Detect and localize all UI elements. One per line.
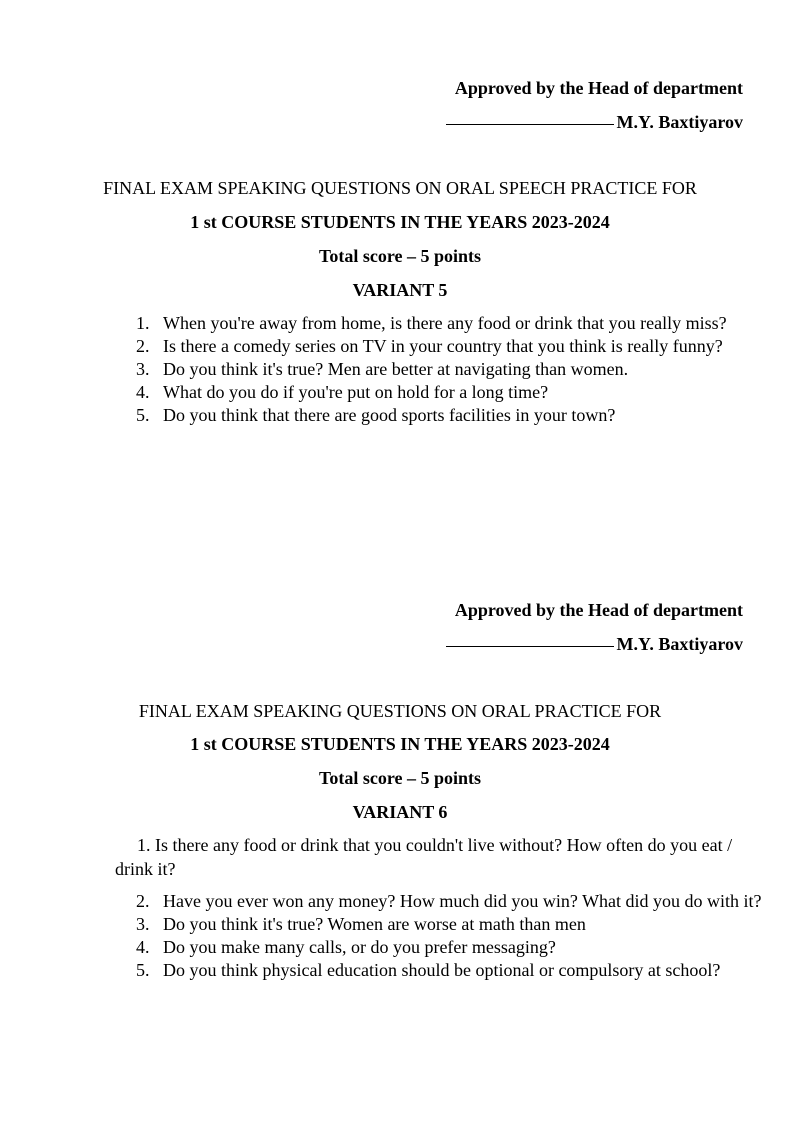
- signature-line: [446, 110, 743, 134]
- question-number: 5.: [136, 405, 150, 425]
- question-number: 5.: [136, 960, 150, 980]
- question-text: When you're away from home, is there any food or drink that you really miss?: [163, 313, 727, 333]
- question-number: 4.: [136, 937, 150, 957]
- question-text: Have you ever won any money? How much did you win? What did you do with it?: [163, 891, 762, 911]
- question-number: 1.: [136, 313, 150, 333]
- total-score: Total score – 5 points: [318, 768, 482, 788]
- question-text: Do you make many calls, or do you prefer messaging?: [163, 937, 556, 957]
- signature-blank: [446, 646, 614, 647]
- signer-name: M.Y. Baxtiyarov: [616, 112, 743, 132]
- exam-heading-line1: FINAL EXAM SPEAKING QUESTIONS ON ORAL PRACTICE FOR: [138, 701, 662, 721]
- question-text: What do you do if you're put on hold for a long time?: [163, 382, 549, 402]
- question-number: 2.: [136, 336, 150, 356]
- signature-blank: [446, 124, 614, 125]
- question-list: [115, 312, 800, 427]
- question-item: [136, 890, 800, 913]
- question-item: [136, 312, 800, 335]
- question-text: Do you think it's true? Men are better at navigating than women.: [163, 359, 629, 379]
- question-item: [136, 358, 800, 381]
- approval-title: Approved by the Head of department: [454, 600, 743, 620]
- signer-name: M.Y. Baxtiyarov: [616, 634, 743, 654]
- question-item: [136, 404, 800, 427]
- question-number: 3.: [136, 914, 150, 934]
- question-text: Do you think it's true? Women are worse at math than men: [163, 914, 586, 934]
- question-text: Do you think physical education should be optional or compulsory at school?: [163, 960, 721, 980]
- question-1-paragraph: 1. Is there any food or drink that you couldn't live without? How often do you eat / drink it?: [115, 835, 733, 879]
- exam-heading-line2: 1 st COURSE STUDENTS IN THE YEARS 2023-2024: [190, 212, 610, 232]
- variant-label: VARIANT 6: [352, 802, 448, 822]
- total-score: Total score – 5 points: [318, 246, 482, 266]
- question-item: [136, 335, 800, 358]
- question-number: 4.: [136, 382, 150, 402]
- question-text: Do you think that there are good sports facilities in your town?: [163, 405, 616, 425]
- variant-label: VARIANT 5: [352, 280, 448, 300]
- question-item: [136, 936, 800, 959]
- question-item: [136, 959, 800, 982]
- question-item: [136, 913, 800, 936]
- approval-title: Approved by the Head of department: [454, 78, 743, 98]
- question-number: 3.: [136, 359, 150, 379]
- question-item: [136, 381, 800, 404]
- question-number: 2.: [136, 891, 150, 911]
- exam-heading-line1: FINAL EXAM SPEAKING QUESTIONS ON ORAL SPEECH PRACTICE FOR: [103, 178, 697, 198]
- exam-heading-line2: 1 st COURSE STUDENTS IN THE YEARS 2023-2024: [190, 734, 610, 754]
- question-text: Is there a comedy series on TV in your country that you think is really funny?: [163, 336, 723, 356]
- question-list: [115, 890, 800, 982]
- signature-line: [446, 632, 743, 656]
